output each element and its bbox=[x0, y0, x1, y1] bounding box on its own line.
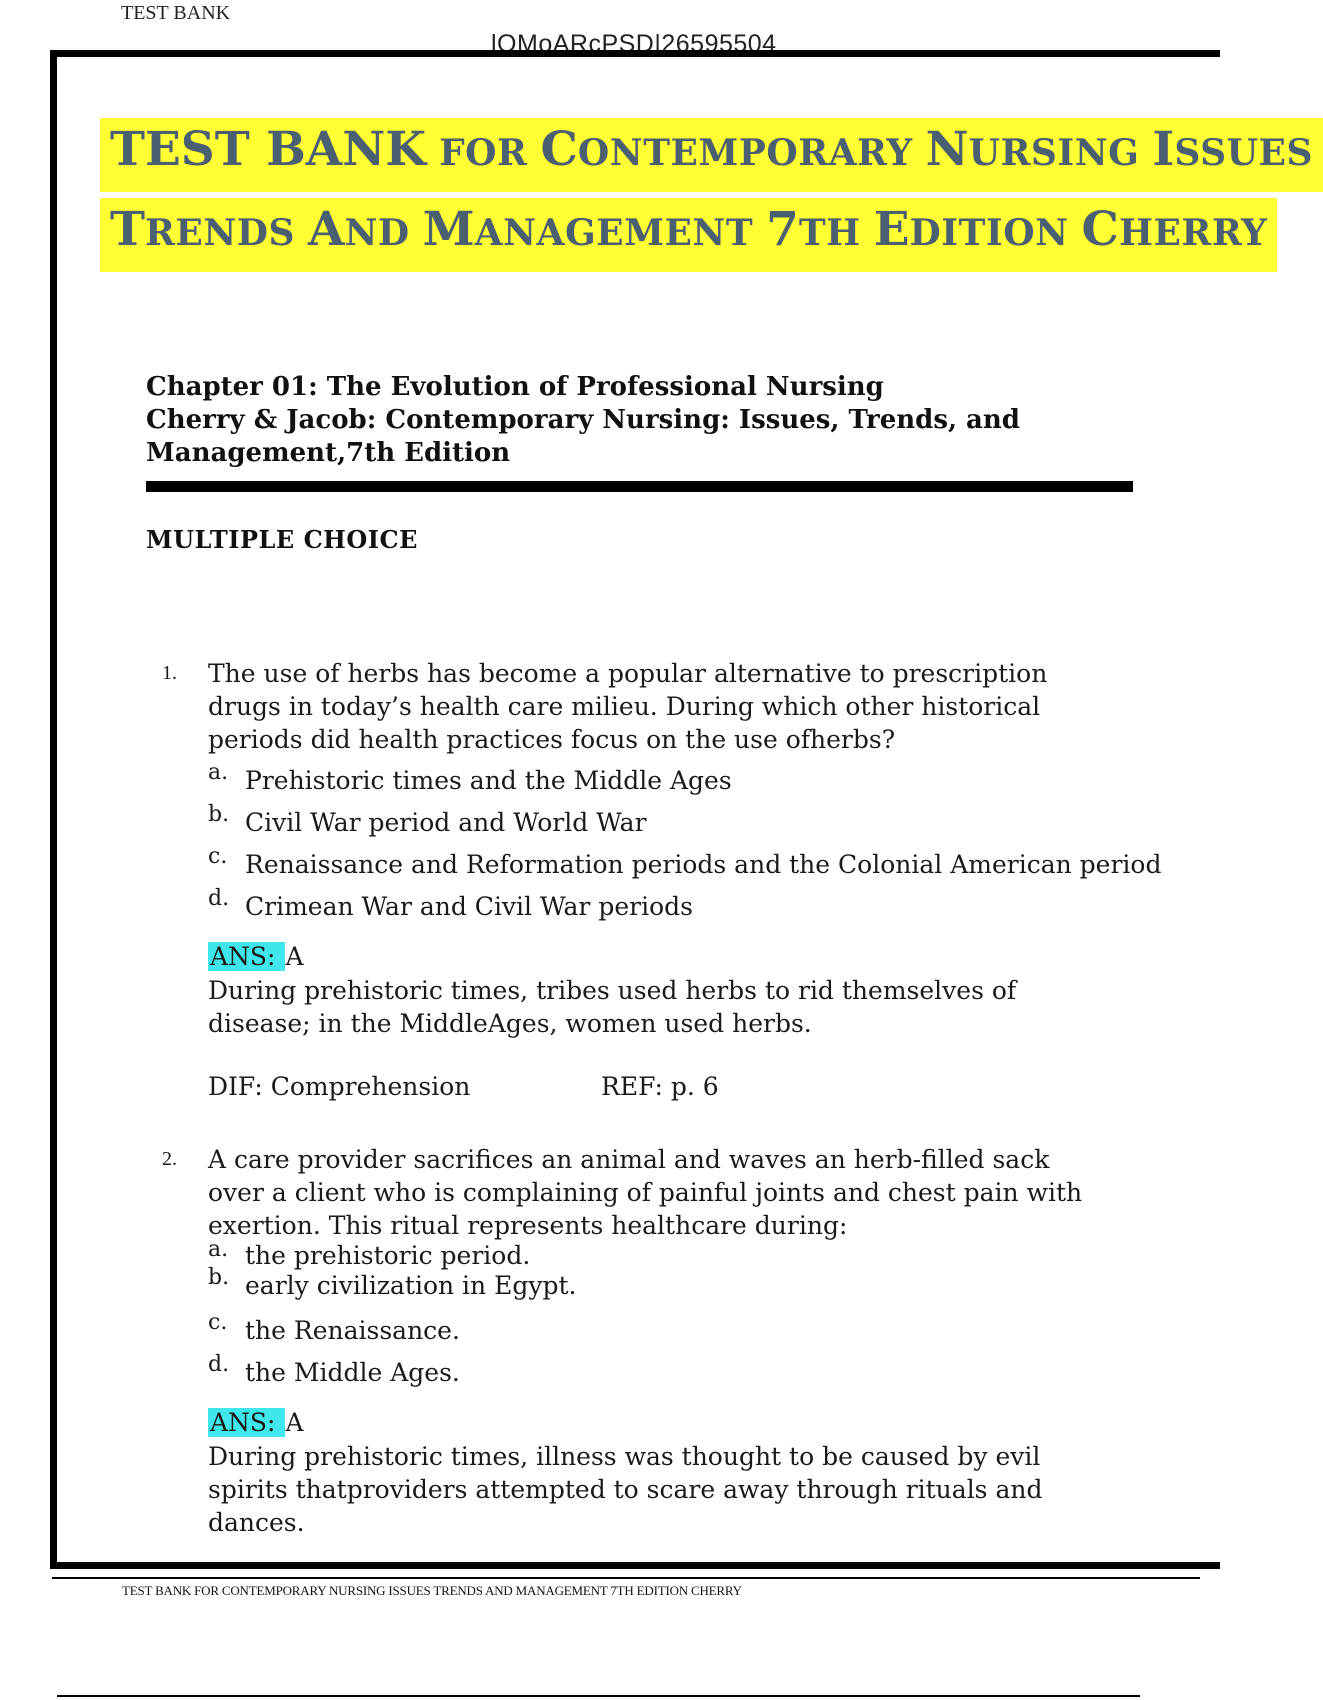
document-id: lOMoARcPSD|26595504 bbox=[491, 30, 777, 58]
option-b bbox=[208, 1265, 1106, 1302]
option-text: early civilization in Egypt. bbox=[245, 1271, 577, 1300]
option-text: Prehistoric times and the Middle Ages bbox=[245, 766, 732, 795]
option-a bbox=[208, 760, 1106, 802]
option-d bbox=[208, 886, 1106, 928]
chapter-divider bbox=[146, 481, 1133, 492]
answer-label: ANS: bbox=[210, 1408, 284, 1437]
top-label: TEST BANK bbox=[121, 2, 231, 24]
option-text: Crimean War and Civil War periods bbox=[245, 892, 693, 921]
page-title bbox=[100, 118, 1313, 272]
answer-rationale: During prehistoric times, illness was thought to be caused by evil spirits thatproviders attempted to scare away through rituals and dances. bbox=[208, 1442, 1043, 1537]
answer-key bbox=[208, 1406, 1106, 1440]
frame-bottom-rule bbox=[52, 1577, 1200, 1579]
option-text: Civil War period and World War bbox=[245, 808, 647, 837]
option-text: Renaissance and Reformation periods and the Colonial American period bbox=[245, 850, 1162, 879]
option-letter: b. bbox=[208, 802, 230, 827]
answer-label: ANS: bbox=[210, 942, 284, 971]
question-meta bbox=[208, 1070, 1106, 1104]
option-letter: a. bbox=[208, 1237, 229, 1262]
option-text: the Renaissance. bbox=[245, 1316, 460, 1345]
title-line-1: TEST BANK FOR CONTEMPORARY NURSING ISSUES bbox=[100, 118, 1323, 192]
chapter-title: Chapter 01: The Evolution of Professional Nursing bbox=[146, 372, 884, 402]
title-line-2: TRENDS AND MANAGEMENT 7TH EDITION CHERRY bbox=[100, 198, 1277, 272]
answer-value: A bbox=[285, 1408, 304, 1437]
page-footer: TEST BANK FOR CONTEMPORARY NURSING ISSUES TRENDS AND MANAGEMENT 7TH EDITION CHERRY bbox=[122, 1583, 742, 1598]
option-letter: c. bbox=[208, 1310, 228, 1335]
answer-rationale: During prehistoric times, tribes used herbs to rid themselves of disease; in the MiddleAges, women used herbs. bbox=[208, 976, 1017, 1038]
chapter-heading bbox=[146, 371, 1146, 470]
option-letter: a. bbox=[208, 760, 229, 785]
question-stem: The use of herbs has become a popular alternative to prescription drugs in today’s health care milieu. During which other historical periods did health practices focus on the use ofherbs? bbox=[208, 659, 1048, 754]
section-heading: MULTIPLE CHOICE bbox=[146, 525, 418, 554]
option-letter: c. bbox=[208, 844, 228, 869]
option-c bbox=[208, 844, 1162, 886]
difficulty: DIF: Comprehension bbox=[208, 1072, 471, 1101]
option-letter: d. bbox=[208, 886, 230, 911]
book-citation-line-2: Management,7th Edition bbox=[146, 438, 511, 468]
option-text: the Middle Ages. bbox=[245, 1358, 460, 1387]
option-letter: b. bbox=[208, 1265, 230, 1290]
question-stem: A care provider sacrifices an animal and waves an herb-filled sack over a client who is complaining of painful joints and chest pain with exertion. This ritual represents healthcare during: bbox=[208, 1145, 1083, 1240]
answer-key bbox=[208, 940, 1106, 974]
option-d bbox=[208, 1352, 1106, 1394]
question-1 bbox=[146, 657, 1162, 1104]
question-number: 1. bbox=[162, 662, 177, 684]
option-c bbox=[208, 1310, 1106, 1352]
option-text: the prehistoric period. bbox=[245, 1241, 531, 1270]
answer-options bbox=[208, 1237, 1106, 1394]
question-number: 2. bbox=[162, 1148, 177, 1170]
option-letter: d. bbox=[208, 1352, 230, 1377]
reference: REF: p. 6 bbox=[601, 1072, 719, 1101]
question-2 bbox=[146, 1143, 1106, 1539]
answer-value: A bbox=[285, 942, 304, 971]
answer-options bbox=[208, 760, 1162, 928]
page-bottom-rule bbox=[57, 1695, 1140, 1697]
option-a bbox=[208, 1237, 1106, 1270]
option-b bbox=[208, 802, 1106, 844]
book-citation-line-1: Cherry & Jacob: Contemporary Nursing: Issues, Trends, and bbox=[146, 405, 1020, 435]
